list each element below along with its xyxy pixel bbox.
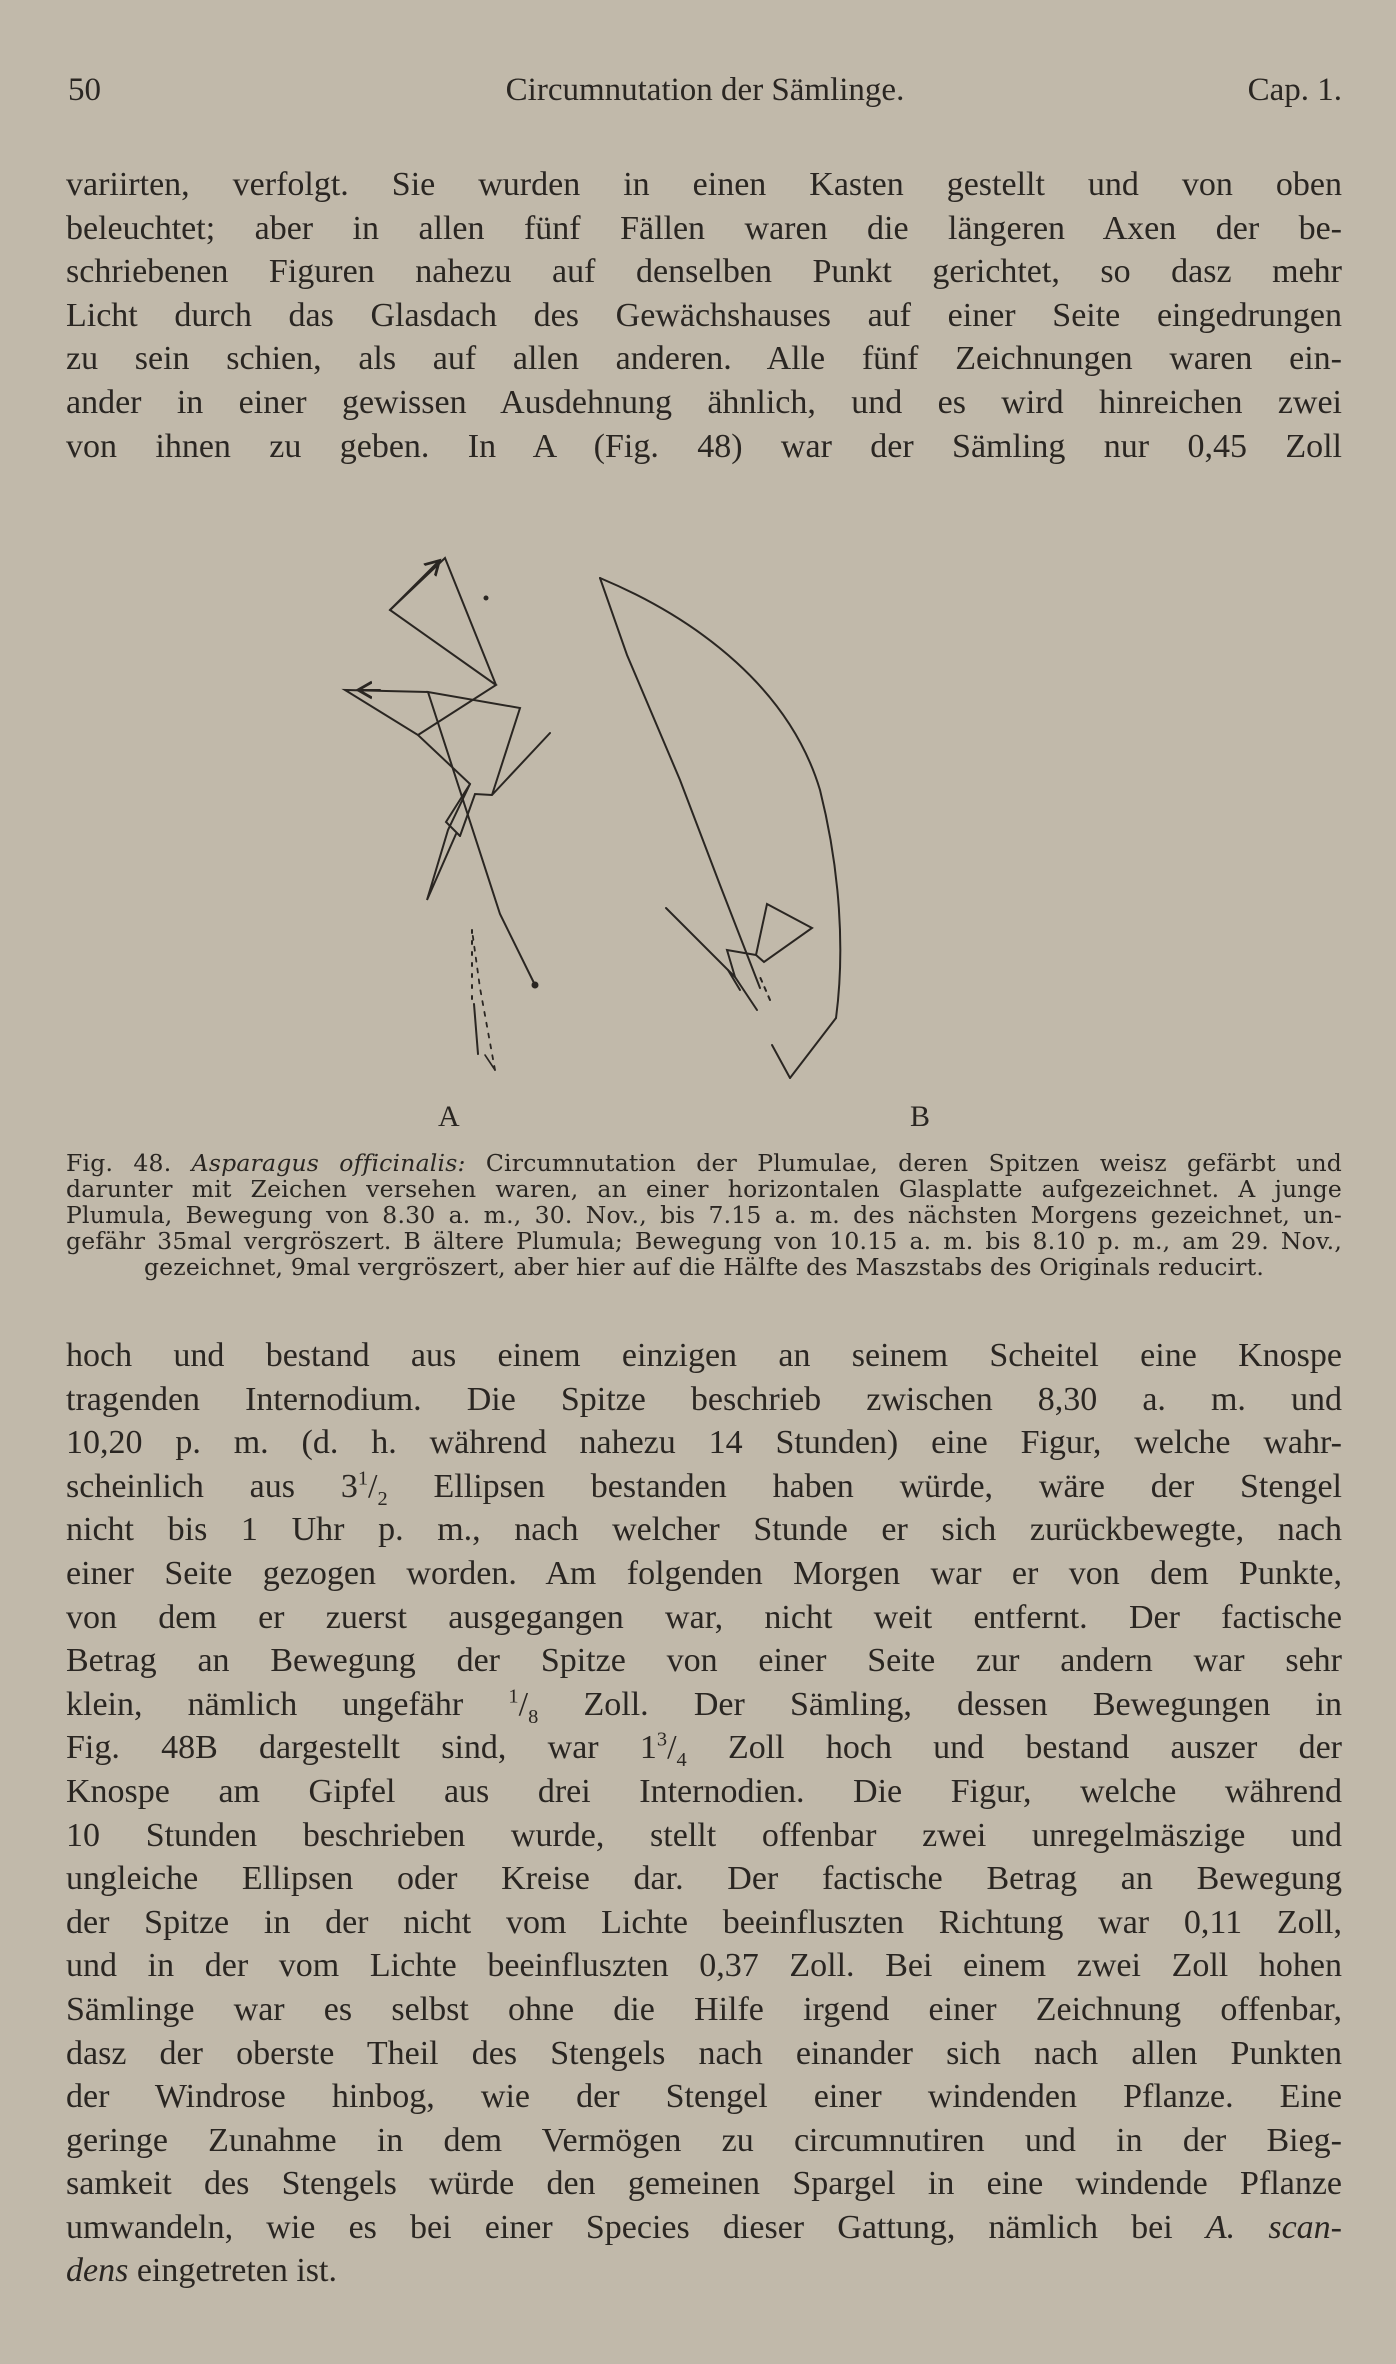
text-line: von dem er zuerst ausgegangen war, nicht weit entfernt. Der factische — [66, 1598, 1342, 1636]
figure-label-a: A — [438, 1100, 460, 1133]
text-line: Fig. 48B dargestellt sind, war $1^3/_4$ Zoll hoch und bestand auszer der — [66, 1729, 1342, 1772]
top-paragraph — [66, 163, 1342, 468]
caption-line — [66, 1150, 1342, 1176]
text-line: beleuchtet; aber in allen fünf Fällen waren die längeren Axen der be- — [66, 209, 1342, 247]
text-line: dasz der oberste Theil des Stengels nach einander sich nach allen Punkten — [66, 2034, 1342, 2072]
text-line: Licht durch das Glasdach des Gewächshauses auf einer Seite eingedrungen — [66, 296, 1342, 334]
chapter-label: Cap. 1. — [1247, 72, 1342, 108]
text-line: ungleiche Ellipsen oder Kreise dar. Der factische Betrag an Bewegung — [66, 1860, 1342, 1898]
text-line: der Spitze in der nicht vom Lichte beeinfluszten Richtung war 0,11 Zoll, — [66, 1903, 1342, 1941]
text-line: Sämlinge war es selbst ohne die Hilfe irgend einer Zeichnung offenbar, — [66, 1990, 1342, 2028]
text-line: scheinlich aus $3^1/_2$ Ellipsen bestanden haben würde, wäre der Stengel — [66, 1467, 1343, 1510]
caption-line: gezeichnet, 9mal vergröszert, aber hier auf die Hälfte des Maszstabs des Originals reducirt. — [143, 1253, 1265, 1281]
text-line: und in der vom Lichte beeinfluszten 0,37 Zoll. Bei einem zwei Zoll hohen — [66, 1947, 1342, 1985]
caption-prefix: Fig. 48. — [66, 1149, 172, 1177]
page-number: 50 — [68, 72, 101, 108]
text-line: von ihnen zu geben. In A (Fig. 48) war der Sämling nur 0,45 Zoll — [66, 427, 1342, 465]
text-line: klein, nämlich ungefähr $^1/_8$ Zoll. Der Sämling, dessen Bewegungen in — [66, 1685, 1342, 1728]
caption-line: Plumula, Bewegung von 8.30 a. m., 30. Nov., bis 7.15 a. m. des nächsten Morgens gezeichnet, un- — [66, 1201, 1342, 1229]
figure-48 — [320, 530, 1080, 1140]
text-line: 10,20 p. m. (d. h. während nahezu 14 Stunden) eine Figur, welche wahr- — [66, 1424, 1342, 1462]
caption-species: Asparagus officinalis: — [191, 1149, 466, 1177]
caption-line: darunter mit Zeichen versehen waren, an einer horizontalen Glasplatte aufgezeichnet. A junge — [66, 1175, 1342, 1203]
page-header — [68, 72, 1342, 122]
text-line: samkeit des Stengels würde den gemeinen Spargel in eine windende Pflanze — [66, 2165, 1342, 2203]
main-paragraph — [66, 1334, 1342, 2293]
text-line: umwandeln, wie es bei einer Species dieser Gattung, nämlich bei A. scan- — [66, 2208, 1342, 2246]
text-line: dens eingetreten ist. — [66, 2252, 337, 2290]
figure-label-b: B — [910, 1100, 931, 1133]
figure-a-trace — [345, 558, 550, 1070]
running-title: Circumnutation der Sämlinge. — [505, 72, 905, 108]
text-line: einer Seite gezogen worden. Am folgenden Morgen war er von dem Punkte, — [66, 1554, 1342, 1592]
text-line: ander in einer gewissen Ausdehnung ähnlich, und es wird hinreichen zwei — [66, 383, 1342, 421]
circumnutation-drawing — [320, 530, 1080, 1140]
figure-caption — [66, 1150, 1342, 1280]
text-line: hoch und bestand aus einem einzigen an seinem Scheitel eine Knospe — [66, 1337, 1342, 1374]
text-line: Knospe am Gipfel aus drei Internodien. Die Figur, welche während — [66, 1772, 1342, 1810]
text-line: der Windrose hinbog, wie der Stengel einer windenden Pflanze. Eine — [66, 2078, 1342, 2116]
text-line: Betrag an Bewegung der Spitze von einer Seite zur andern war sehr — [66, 1642, 1342, 1680]
caption-text: Circumnutation der Plumulae, deren Spitzen weisz gefärbt und — [465, 1149, 1343, 1177]
text-line: variirten, verfolgt. Sie wurden in einen Kasten gestellt und von oben — [66, 166, 1342, 203]
text-line: nicht bis 1 Uhr p. m., nach welcher Stunde er sich zurückbewegte, nach — [66, 1511, 1342, 1549]
text-line: zu sein schien, als auf allen anderen. Alle fünf Zeichnungen waren ein- — [66, 340, 1342, 378]
text-line: 10 Stunden beschrieben wurde, stellt offenbar zwei unregelmäszige und — [66, 1816, 1342, 1854]
text-line: schriebenen Figuren nahezu auf denselben Punkt gerichtet, so dasz mehr — [66, 253, 1342, 291]
text-line: geringe Zunahme in dem Vermögen zu circumnutiren und in der Bieg- — [66, 2121, 1342, 2159]
figure-b-trace — [600, 578, 840, 1078]
caption-line: gefähr 35mal vergröszert. B ältere Plumula; Bewegung von 10.15 a. m. bis 8.10 p. m., am 29. Nov., — [66, 1227, 1342, 1255]
text-line: tragenden Internodium. Die Spitze beschrieb zwischen 8,30 a. m. und — [66, 1380, 1342, 1418]
